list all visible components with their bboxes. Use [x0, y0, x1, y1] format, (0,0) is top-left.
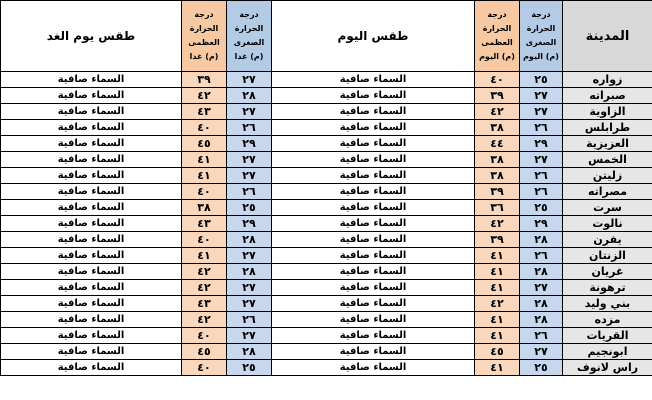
- table-row: [1, 216, 652, 232]
- tomorrow-weather-cell: السماء صافية: [1, 88, 182, 104]
- tomorrow-max-cell: ٤٢: [182, 264, 227, 280]
- tomorrow-max-cell: ٤١: [182, 152, 227, 168]
- today-max-cell: ٣٨: [475, 120, 520, 136]
- today-max-cell: ٤١: [475, 312, 520, 328]
- city-cell: مزده: [563, 312, 652, 328]
- today-min-cell: ٢٦: [520, 248, 563, 264]
- today-weather-cell: السماء صافية: [272, 264, 475, 280]
- city-cell: العزيزية: [563, 136, 652, 152]
- city-cell: زليتن: [563, 168, 652, 184]
- tomorrow-max-cell: ٤٣: [182, 296, 227, 312]
- today-min-cell: ٢٥: [520, 200, 563, 216]
- tomorrow-min-cell: ٢٧: [227, 168, 272, 184]
- tomorrow-weather-cell: السماء صافية: [1, 184, 182, 200]
- table-header-row: [1, 1, 652, 72]
- tomorrow-weather-cell: السماء صافية: [1, 296, 182, 312]
- tomorrow-weather-cell: السماء صافية: [1, 232, 182, 248]
- city-cell: مصراته: [563, 184, 652, 200]
- tomorrow-weather-cell: السماء صافية: [1, 280, 182, 296]
- tomorrow-max-cell: ٤٣: [182, 216, 227, 232]
- today-min-cell: ٢٧: [520, 104, 563, 120]
- city-cell: الخمس: [563, 152, 652, 168]
- tomorrow-weather-cell: السماء صافية: [1, 312, 182, 328]
- today-weather-cell: السماء صافية: [272, 104, 475, 120]
- table-row: [1, 328, 652, 344]
- today-max-cell: ٤١: [475, 264, 520, 280]
- today-max-cell: ٤١: [475, 248, 520, 264]
- today-max-cell: ٤٢: [475, 104, 520, 120]
- city-cell: طرابلس: [563, 120, 652, 136]
- today-min-cell: ٢٨: [520, 232, 563, 248]
- table-row: [1, 72, 652, 88]
- tomorrow-min-cell: ٢٨: [227, 232, 272, 248]
- tomorrow-weather-cell: السماء صافية: [1, 136, 182, 152]
- today-weather-cell: السماء صافية: [272, 296, 475, 312]
- tomorrow-weather-cell: السماء صافية: [1, 168, 182, 184]
- today-max-cell: ٣٩: [475, 232, 520, 248]
- tomorrow-max-cell: ٣٨: [182, 200, 227, 216]
- tomorrow-max-cell: ٤٥: [182, 136, 227, 152]
- today-max-cell: ٤١: [475, 360, 520, 376]
- tomorrow-min-cell: ٢٧: [227, 152, 272, 168]
- today-weather-cell: السماء صافية: [272, 72, 475, 88]
- tomorrow-weather-cell: السماء صافية: [1, 360, 182, 376]
- tomorrow-min-cell: ٢٨: [227, 88, 272, 104]
- table-row: [1, 360, 652, 376]
- table-row: [1, 312, 652, 328]
- tomorrow-weather-cell: السماء صافية: [1, 200, 182, 216]
- tomorrow-weather-cell: السماء صافية: [1, 248, 182, 264]
- tomorrow-min-cell: ٢٩: [227, 216, 272, 232]
- city-cell: ترهونة: [563, 280, 652, 296]
- today-max-cell: ٤١: [475, 280, 520, 296]
- today-min-cell: ٢٨: [520, 296, 563, 312]
- tomorrow-min-cell: ٢٦: [227, 120, 272, 136]
- tomorrow-min-cell: ٢٧: [227, 72, 272, 88]
- today-weather-cell: السماء صافية: [272, 88, 475, 104]
- tomorrow-min-cell: ٢٧: [227, 248, 272, 264]
- today-weather-cell: السماء صافية: [272, 184, 475, 200]
- today-max-cell: ٣٨: [475, 152, 520, 168]
- today-weather-cell: السماء صافية: [272, 136, 475, 152]
- tomorrow-min-cell: ٢٨: [227, 344, 272, 360]
- today-min-cell: ٢٧: [520, 88, 563, 104]
- header-city: المدينة: [563, 1, 652, 72]
- today-min-cell: ٢٦: [520, 184, 563, 200]
- today-min-cell: ٢٦: [520, 328, 563, 344]
- tomorrow-max-cell: ٤٣: [182, 104, 227, 120]
- tomorrow-max-cell: ٤٠: [182, 360, 227, 376]
- tomorrow-weather-cell: السماء صافية: [1, 104, 182, 120]
- table-row: [1, 280, 652, 296]
- tomorrow-min-cell: ٢٨: [227, 264, 272, 280]
- tomorrow-min-cell: ٢٥: [227, 200, 272, 216]
- city-cell: زواره: [563, 72, 652, 88]
- today-weather-cell: السماء صافية: [272, 312, 475, 328]
- tomorrow-weather-cell: السماء صافية: [1, 344, 182, 360]
- tomorrow-min-cell: ٢٥: [227, 360, 272, 376]
- today-weather-cell: السماء صافية: [272, 248, 475, 264]
- tomorrow-min-cell: ٢٧: [227, 104, 272, 120]
- today-max-cell: ٣٨: [475, 168, 520, 184]
- city-cell: ابونجيم: [563, 344, 652, 360]
- header-tomorrow-weather: طقس يوم الغد: [1, 1, 182, 72]
- table-row: [1, 88, 652, 104]
- city-cell: الزاوية: [563, 104, 652, 120]
- today-min-cell: ٢٩: [520, 136, 563, 152]
- today-min-cell: ٢٥: [520, 360, 563, 376]
- tomorrow-max-cell: ٤١: [182, 248, 227, 264]
- tomorrow-min-cell: ٢٦: [227, 184, 272, 200]
- tomorrow-max-cell: ٤٠: [182, 328, 227, 344]
- today-max-cell: ٤٢: [475, 296, 520, 312]
- today-weather-cell: السماء صافية: [272, 280, 475, 296]
- today-max-cell: ٣٩: [475, 184, 520, 200]
- table-row: [1, 120, 652, 136]
- table-row: [1, 136, 652, 152]
- tomorrow-weather-cell: السماء صافية: [1, 328, 182, 344]
- today-min-cell: ٢٨: [520, 312, 563, 328]
- header-today-max: درجة الحرارة العظمى (م) اليوم: [475, 1, 520, 72]
- today-max-cell: ٣٦: [475, 200, 520, 216]
- table-body: [1, 72, 652, 376]
- today-weather-cell: السماء صافية: [272, 344, 475, 360]
- city-cell: بني وليد: [563, 296, 652, 312]
- city-cell: غريان: [563, 264, 652, 280]
- table-row: [1, 152, 652, 168]
- header-today-min: درجة الحرارة الصغرى (م) اليوم: [520, 1, 563, 72]
- tomorrow-min-cell: ٢٧: [227, 328, 272, 344]
- tomorrow-weather-cell: السماء صافية: [1, 120, 182, 136]
- table-row: [1, 264, 652, 280]
- today-weather-cell: السماء صافية: [272, 216, 475, 232]
- city-cell: يفرن: [563, 232, 652, 248]
- table-row: [1, 296, 652, 312]
- today-min-cell: ٢٧: [520, 344, 563, 360]
- tomorrow-min-cell: ٢٦: [227, 312, 272, 328]
- today-min-cell: ٢٩: [520, 216, 563, 232]
- city-cell: القريات: [563, 328, 652, 344]
- tomorrow-weather-cell: السماء صافية: [1, 264, 182, 280]
- city-cell: الزنتان: [563, 248, 652, 264]
- table-row: [1, 232, 652, 248]
- tomorrow-min-cell: ٢٧: [227, 296, 272, 312]
- header-today-weather: طقس اليوم: [272, 1, 475, 72]
- today-weather-cell: السماء صافية: [272, 168, 475, 184]
- table-row: [1, 200, 652, 216]
- today-min-cell: ٢٥: [520, 72, 563, 88]
- today-weather-cell: السماء صافية: [272, 360, 475, 376]
- today-max-cell: ٣٩: [475, 88, 520, 104]
- city-cell: راس لانوف: [563, 360, 652, 376]
- tomorrow-max-cell: ٤٠: [182, 184, 227, 200]
- table-row: [1, 168, 652, 184]
- today-min-cell: ٢٧: [520, 152, 563, 168]
- tomorrow-max-cell: ٤١: [182, 168, 227, 184]
- today-weather-cell: السماء صافية: [272, 200, 475, 216]
- today-min-cell: ٢٦: [520, 120, 563, 136]
- today-weather-cell: السماء صافية: [272, 232, 475, 248]
- tomorrow-max-cell: ٤٢: [182, 280, 227, 296]
- today-max-cell: ٤١: [475, 328, 520, 344]
- tomorrow-weather-cell: السماء صافية: [1, 72, 182, 88]
- today-max-cell: ٤٠: [475, 72, 520, 88]
- tomorrow-max-cell: ٤٢: [182, 88, 227, 104]
- today-max-cell: ٤٤: [475, 136, 520, 152]
- today-min-cell: ٢٦: [520, 168, 563, 184]
- tomorrow-weather-cell: السماء صافية: [1, 152, 182, 168]
- tomorrow-min-cell: ٢٩: [227, 136, 272, 152]
- today-weather-cell: السماء صافية: [272, 120, 475, 136]
- today-weather-cell: السماء صافية: [272, 152, 475, 168]
- city-cell: نالوت: [563, 216, 652, 232]
- tomorrow-weather-cell: السماء صافية: [1, 216, 182, 232]
- tomorrow-max-cell: ٤٠: [182, 232, 227, 248]
- today-min-cell: ٢٧: [520, 280, 563, 296]
- table-row: [1, 184, 652, 200]
- tomorrow-max-cell: ٤٢: [182, 312, 227, 328]
- header-tomorrow-min: درجة الحرارة الصغرى (م) غدا: [227, 1, 272, 72]
- header-tomorrow-max: درجة الحرارة العظمى (م) غدا: [182, 1, 227, 72]
- today-max-cell: ٤٢: [475, 216, 520, 232]
- today-min-cell: ٢٨: [520, 264, 563, 280]
- table-row: [1, 344, 652, 360]
- tomorrow-max-cell: ٤٥: [182, 344, 227, 360]
- today-weather-cell: السماء صافية: [272, 328, 475, 344]
- tomorrow-max-cell: ٤٠: [182, 120, 227, 136]
- today-max-cell: ٤٥: [475, 344, 520, 360]
- table-row: [1, 104, 652, 120]
- tomorrow-max-cell: ٣٩: [182, 72, 227, 88]
- city-cell: صبراته: [563, 88, 652, 104]
- table-row: [1, 248, 652, 264]
- tomorrow-min-cell: ٢٧: [227, 280, 272, 296]
- city-cell: سرت: [563, 200, 652, 216]
